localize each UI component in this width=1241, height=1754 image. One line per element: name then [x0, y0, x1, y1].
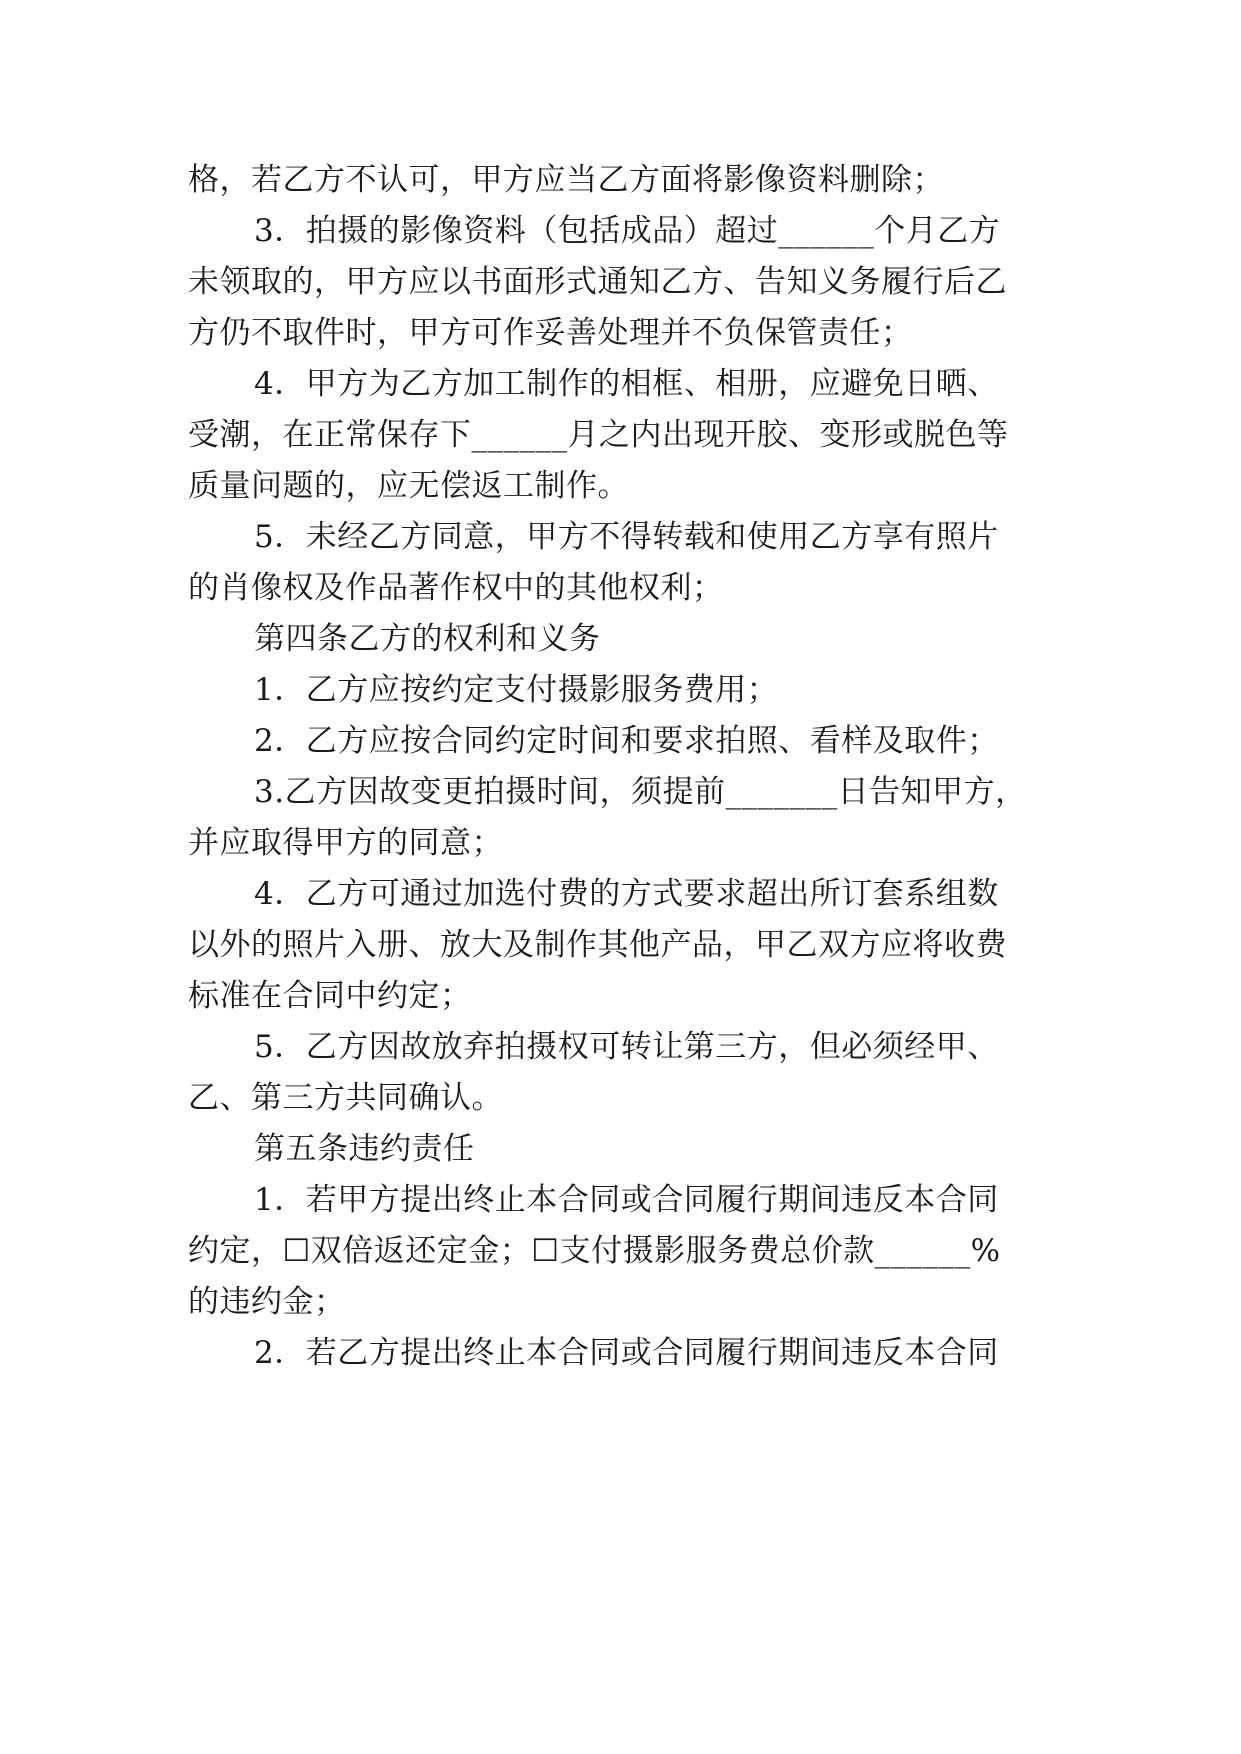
text-line: 4．乙方可通过加选付费的方式要求超出所订套系组数: [254, 876, 999, 912]
text-line: 格，若乙方不认可，甲方应当乙方面将影像资料删除；: [188, 162, 944, 198]
text-line: 乙、第三方共同确认。: [188, 1080, 503, 1116]
text-line: 质量问题的，应无偿返工制作。: [188, 468, 629, 504]
text-line: 3．拍摄的影像资料（包括成品）超过______个月乙方: [254, 213, 1001, 249]
section-heading: 第四条乙方的权利和义务: [254, 621, 601, 657]
text-line: 1．若甲方提出终止本合同或合同履行期间违反本合同: [254, 1182, 999, 1218]
text-line: 5．未经乙方同意，甲方不得转载和使用乙方享有照片: [254, 519, 999, 555]
section-heading: 第五条违约责任: [254, 1131, 475, 1167]
text-line: 2．乙方应按合同约定时间和要求拍照、看样及取件；: [254, 723, 999, 759]
text-line: 的肖像权及作品著作权中的其他权利；: [188, 570, 724, 606]
text-line: 的违约金；: [188, 1284, 346, 1320]
text-line: 以外的照片入册、放大及制作其他产品，甲乙双方应将收费: [188, 927, 1007, 963]
text-line: 5．乙方因故放弃拍摄权可转让第三方，但必须经甲、: [254, 1029, 999, 1065]
text-line: 约定，☐双倍返还定金；☐支付摄影服务费总价款______%: [188, 1233, 1001, 1269]
text-line: 未领取的，甲方应以书面形式通知乙方、告知义务履行后乙: [188, 264, 1007, 300]
text-line: 1．乙方应按约定支付摄影服务费用；: [254, 672, 779, 708]
text-line: 并应取得甲方的同意；: [188, 825, 503, 861]
text-line: 方仍不取件时，甲方可作妥善处理并不负保管责任；: [188, 315, 913, 351]
text-line: 受潮，在正常保存下______月之内出现开胶、变形或脱色等: [188, 417, 1009, 453]
text-line: 3.乙方因故变更拍摄时间，须提前_______日告知甲方，: [254, 774, 1027, 810]
text-line: 标准在合同中约定；: [188, 978, 472, 1014]
text-line: 4．甲方为乙方加工制作的相框、相册，应避免日晒、: [254, 366, 999, 402]
text-line: 2．若乙方提出终止本合同或合同履行期间违反本合同: [254, 1335, 999, 1371]
